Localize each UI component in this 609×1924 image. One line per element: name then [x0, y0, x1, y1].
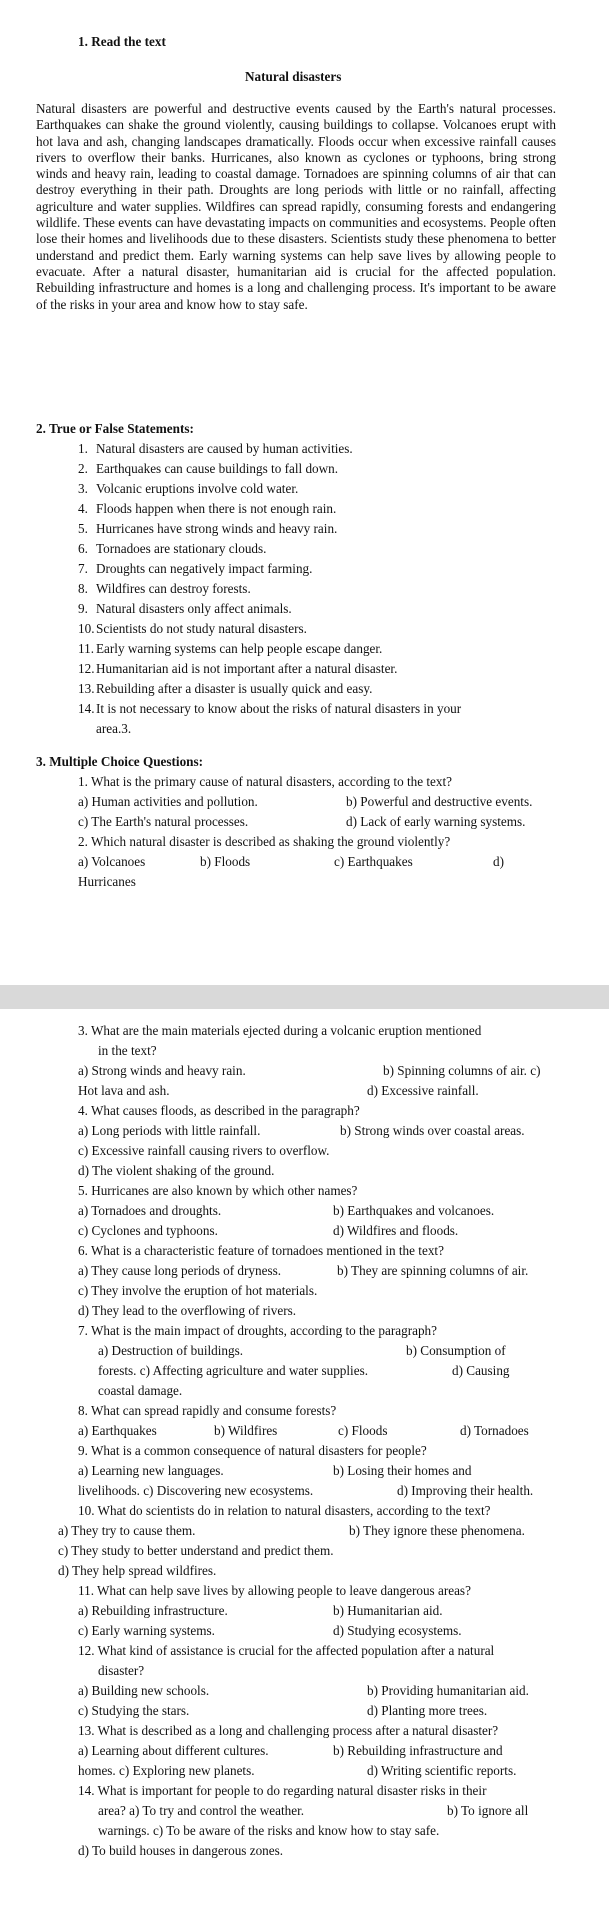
tf-item — [78, 461, 338, 477]
q10-option-c: c) They study to better understand and predict them. — [58, 1543, 334, 1558]
tf-item — [78, 701, 461, 717]
question-10: 10. What do scientists do in relation to natural disasters, according to the text? — [78, 1503, 491, 1518]
tf-text: Floods happen when there is not enough rain. — [96, 501, 337, 516]
tf-item — [78, 661, 397, 677]
q1-option-c: c) The Earth's natural processes. — [78, 814, 249, 829]
q3-option-b: b) Spinning columns of air. c) — [383, 1063, 541, 1078]
tf-text: Natural disasters only affect animals. — [96, 601, 292, 616]
q2-option-a: a) Volcanoes — [78, 854, 146, 869]
tf-number: 9. — [78, 601, 88, 616]
tf-number: 7. — [78, 561, 88, 576]
tf-number: 8. — [78, 581, 88, 596]
question-13: 13. What is described as a long and challenging process after a natural disaster? — [78, 1723, 499, 1738]
q14-option-c: warnings. c) To be aware of the risks and know how to stay safe. — [98, 1823, 440, 1838]
section-1-heading: 1. Read the text — [78, 34, 166, 49]
q13-option-b: b) Rebuilding infrastructure and — [333, 1743, 503, 1758]
q1-option-b: b) Powerful and destructive events. — [346, 794, 533, 809]
question-9: 9. What is a common consequence of natural disasters for people? — [78, 1443, 427, 1458]
q9-option-a: a) Learning new languages. — [78, 1463, 224, 1478]
q11-option-b: b) Humanitarian aid. — [333, 1603, 443, 1618]
tf-number: 1. — [78, 441, 88, 456]
q8-option-c: c) Floods — [338, 1423, 388, 1438]
question-12-continuation: disaster? — [98, 1663, 145, 1678]
tf-item — [78, 641, 382, 657]
reading-paragraph: Natural disasters are powerful and destructive events caused by the Earth's natural processes. Earthquakes can shake the ground violently, causing buildings to collapse. Volcanoes erupt with hot lava and ash, changing landscapes dramatically. Floods occur when excessive rainfall causes rivers to overflow their banks. Hurricanes, also known as cyclones or typhoons, bring strong winds and heavy rain, leading to coastal damage. Tornadoes are spinning columns of air that can destroy everything in their path. Droughts are long periods with little or no rainfall, affecting agriculture and water supplies. Wildfires can spread rapidly, consuming forests and endangering wildlife. These events can have devastating impacts on communities and ecosystems. People often lose their homes and livelihoods due to these disasters. Scientists study these phenomena to better understand and predict them. Early warning systems can help save lives by allowing people to evacuate. After a natural disaster, humanitarian aid is crucial for the affected population. Rebuilding infrastructure and homes is a long and challenging process. It's important to be aware of the risks in your area and know how to stay safe. — [36, 101, 556, 312]
tf-text: Early warning systems can help people escape danger. — [96, 641, 383, 656]
tf-text: Earthquakes can cause buildings to fall down. — [96, 461, 339, 476]
tf-text: Tornadoes are stationary clouds. — [96, 541, 267, 556]
section-2-heading: 2. True or False Statements: — [36, 421, 194, 436]
tf-number: 13. — [78, 681, 95, 696]
q4-option-c: c) Excessive rainfall causing rivers to overflow. — [78, 1143, 330, 1158]
document-title: Natural disasters — [245, 69, 342, 84]
q13-option-c: homes. c) Exploring new planets. — [78, 1763, 255, 1778]
q14-option-b: b) To ignore all — [447, 1803, 529, 1818]
question-12: 12. What kind of assistance is crucial for the affected population after a natural — [78, 1643, 495, 1658]
q10-option-b: b) They ignore these phenomena. — [349, 1523, 525, 1538]
q14-option-d: d) To build houses in dangerous zones. — [78, 1843, 284, 1858]
tf-item — [78, 481, 298, 497]
tf-text: Hurricanes have strong winds and heavy rain. — [96, 521, 338, 536]
q7-option-d-continuation: coastal damage. — [98, 1383, 183, 1398]
q6-option-c: c) They involve the eruption of hot materials. — [78, 1283, 318, 1298]
q3-option-c: Hot lava and ash. — [78, 1083, 170, 1098]
tf-number: 11. — [78, 641, 94, 656]
q11-option-a: a) Rebuilding infrastructure. — [78, 1603, 228, 1618]
q14-option-a: area? a) To try and control the weather. — [98, 1803, 305, 1818]
q10-option-a: a) They try to cause them. — [58, 1523, 196, 1538]
q6-option-a: a) They cause long periods of dryness. — [78, 1263, 282, 1278]
tf-number: 5. — [78, 521, 88, 536]
tf-number: 2. — [78, 461, 88, 476]
tf-text: Scientists do not study natural disasters. — [96, 621, 307, 636]
q9-option-b: b) Losing their homes and — [333, 1463, 472, 1478]
q1-option-d: d) Lack of early warning systems. — [346, 814, 526, 829]
q3-option-d: d) Excessive rainfall. — [367, 1083, 479, 1098]
q8-option-d: d) Tornadoes — [460, 1423, 529, 1438]
tf-item — [78, 601, 292, 617]
q9-option-d: d) Improving their health. — [397, 1483, 534, 1498]
q13-option-d: d) Writing scientific reports. — [367, 1763, 517, 1778]
q5-option-b: b) Earthquakes and volcanoes. — [333, 1203, 495, 1218]
q6-option-b: b) They are spinning columns of air. — [337, 1263, 529, 1278]
q1-option-a: a) Human activities and pollution. — [78, 794, 258, 809]
q11-option-c: c) Early warning systems. — [78, 1623, 215, 1638]
q4-option-a: a) Long periods with little rainfall. — [78, 1123, 261, 1138]
q2-option-d: d) — [493, 854, 504, 869]
tf-number: 4. — [78, 501, 88, 516]
tf-item-continuation: area.3. — [96, 721, 132, 736]
q4-option-d: d) The violent shaking of the ground. — [78, 1163, 275, 1178]
tf-item — [78, 681, 372, 697]
q11-option-d: d) Studying ecosystems. — [333, 1623, 462, 1638]
tf-text: Droughts can negatively impact farming. — [96, 561, 313, 576]
q2-option-d-continuation: Hurricanes — [78, 874, 136, 889]
question-3-continuation: in the text? — [98, 1043, 157, 1058]
tf-text: It is not necessary to know about the risks of natural disasters in your — [96, 701, 462, 716]
tf-item — [78, 521, 337, 537]
q5-option-a: a) Tornadoes and droughts. — [78, 1203, 222, 1218]
tf-text: Wildfires can destroy forests. — [96, 581, 251, 596]
q3-option-a: a) Strong winds and heavy rain. — [78, 1063, 246, 1078]
q4-option-b: b) Strong winds over coastal areas. — [340, 1123, 525, 1138]
tf-item — [78, 501, 336, 517]
tf-number: 3. — [78, 481, 88, 496]
tf-text: Volcanic eruptions involve cold water. — [96, 481, 299, 496]
tf-item — [78, 541, 266, 557]
tf-number: 6. — [78, 541, 88, 556]
question-11: 11. What can help save lives by allowing people to leave dangerous areas? — [78, 1583, 471, 1598]
question-4: 4. What causes floods, as described in the paragraph? — [78, 1103, 360, 1118]
question-3: 3. What are the main materials ejected during a volcanic eruption mentioned — [78, 1023, 482, 1038]
q9-option-c: livelihoods. c) Discovering new ecosystems. — [78, 1483, 314, 1498]
q5-option-c: c) Cyclones and typhoons. — [78, 1223, 218, 1238]
tf-item — [78, 581, 251, 597]
page-2 — [0, 1009, 609, 1924]
q12-option-b: b) Providing humanitarian aid. — [367, 1683, 529, 1698]
tf-item — [78, 561, 312, 577]
question-2: 2. Which natural disaster is described as shaking the ground violently? — [78, 834, 451, 849]
q12-option-d: d) Planting more trees. — [367, 1703, 488, 1718]
tf-number: 12. — [78, 661, 95, 676]
q7-option-a: a) Destruction of buildings. — [98, 1343, 244, 1358]
q10-option-d: d) They help spread wildfires. — [58, 1563, 217, 1578]
q5-option-d: d) Wildfires and floods. — [333, 1223, 459, 1238]
section-3-heading: 3. Multiple Choice Questions: — [36, 754, 204, 769]
question-14: 14. What is important for people to do regarding natural disaster risks in their — [78, 1783, 487, 1798]
tf-item — [78, 441, 353, 457]
q7-option-c: forests. c) Affecting agriculture and water supplies. — [98, 1363, 369, 1378]
question-7: 7. What is the main impact of droughts, according to the paragraph? — [78, 1323, 438, 1338]
question-1: 1. What is the primary cause of natural disasters, according to the text? — [78, 774, 453, 789]
question-6: 6. What is a characteristic feature of tornadoes mentioned in the text? — [78, 1243, 444, 1258]
tf-text: Rebuilding after a disaster is usually quick and easy. — [96, 681, 373, 696]
q13-option-a: a) Learning about different cultures. — [78, 1743, 269, 1758]
tf-number: 14. — [78, 701, 95, 716]
q2-option-c: c) Earthquakes — [334, 854, 413, 869]
tf-number: 10. — [78, 621, 95, 636]
tf-text: Natural disasters are caused by human activities. — [96, 441, 353, 456]
q7-option-d: d) Causing — [452, 1363, 510, 1378]
q8-option-a: a) Earthquakes — [78, 1423, 157, 1438]
q12-option-a: a) Building new schools. — [78, 1683, 210, 1698]
question-8: 8. What can spread rapidly and consume forests? — [78, 1403, 337, 1418]
q2-option-b: b) Floods — [200, 854, 251, 869]
q7-option-b: b) Consumption of — [406, 1343, 506, 1358]
q6-option-d: d) They lead to the overflowing of rivers. — [78, 1303, 297, 1318]
tf-item — [78, 621, 307, 637]
question-5: 5. Hurricanes are also known by which other names? — [78, 1183, 358, 1198]
q8-option-b: b) Wildfires — [214, 1423, 278, 1438]
tf-text: Humanitarian aid is not important after a natural disaster. — [96, 661, 398, 676]
q12-option-c: c) Studying the stars. — [78, 1703, 190, 1718]
page-separator — [0, 985, 609, 1009]
